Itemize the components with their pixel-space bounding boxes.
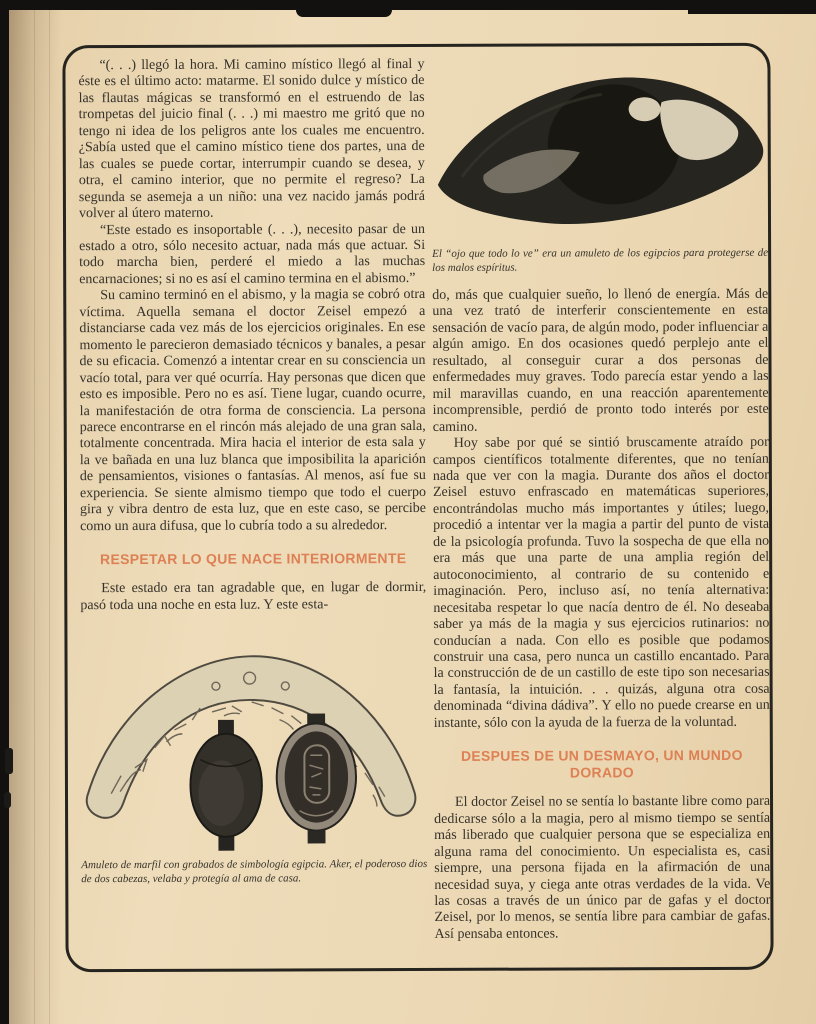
left-column — [78, 57, 427, 886]
ivory-amulet-image — [74, 624, 425, 855]
scan-edge-left — [0, 0, 9, 1024]
body-paragraph: Su camino terminó en el abismo, y la magia se cobró otra víctima. Aquella semana el doctor Zeisel empezó a distanciarse cada vez más de los ejercicios originales. En ese momento le parecieron demasiado técnicos y banales, a pesar de su eficacia. Comenzó a intentar crear en su consciencia un vacío total, para ver qué ocurría. Hay personas que dicen que esto es imposible. Pero no es así. Tiene lugar, cuando ocurre, la manifestación de otra forma de consciencia. La persona parece encontrarse en el rincón más alejado de una gran sala, totalmente concentrada. Mira hacia el interior de esta sala y la ve bañada en una luz blanca que imposibilita la aparición de pensamientos, visiones o fantasías. Al menos, así fue su experiencia. Se siente almismo tiempo que todo el cuerpo gira y vibra dentro de esta luz, que en este caso, se percibe como un aura difusa, que lo cubría todo a su alrededor. — [79, 287, 427, 534]
body-paragraph: El doctor Zeisel no se sentía lo bastante libre como para dedicarse sólo a la magia, pero al mismo tiempo se sentía más liberado que cualquier persona que se especializa en alguna rama del conocimiento. Un especialista es, casi siempre, una persona fijada en la afirmación de una necesidad suya, y ciega ante otras verdades de la vida. Ve las cosas a través de un único par de gafas y el doctor Zeisel, por lo menos, se sentía libre para cambiar de gafas. Así pensaba entonces. — [434, 794, 771, 942]
body-paragraph: Este estado era tan agradable que, en lugar de dormir, pasó toda una noche en esta luz. Y este esta- — [80, 580, 427, 613]
binding-mark — [5, 748, 13, 774]
page-surface — [8, 10, 816, 1024]
body-paragraph: Hoy sabe por qué se sintió bruscamente atraído por campos científicos totalmente diferentes, que no tenían nada que ver con la magia. Durante dos años el doctor Zeisel estuvo enfrascado en matemáticas superiores, encontrándolas mucho más importantes y útiles; luego, procedió a intentar ver la magia a partir del punto de vista de la psicología profunda. Tuvo la sospecha de que ella no era más que una parte de una amplia región del autoconocimiento, al contrario de su contenido e imaginación. Pero, incluso así, no tenía alternativa: necesitaba respetar lo que nacía dentro de él. No deseaba saber ya más de la magia y sus ejercicios rutinarios: no conducían a nada. Con ello es posible que podamos construir una casa, pero nunca un castillo encantado. Para la construcción de de un castillo de este tipo son necesarias la fantasía, la intuición. . . quizás, alguna otra cosa denominada “divina dádiva”. Y ello no puede crearse en un instante, sólo con la ayuda de la fuerza de la voluntad. — [432, 434, 770, 731]
scan-edge-bump — [296, 0, 392, 17]
body-paragraph: do, más que cualquier sueño, lo llenó de energía. Más de una vez trató de interferir conscientemente en esta sensación de vacío para, de algún modo, poder influenciar a algún amigo. En dos ocasiones quedó perplejo ante el resultado, al conseguir curar a dos personas de enfermedades muy graves. Todo parecía estar yendo a las mil maravillas cuando, en una reacción aparentemente incomprensible, perdió de pronto todo interés por este camino. — [432, 286, 769, 435]
scan-edge-top-right — [688, 0, 816, 14]
eye-spot-highlight — [629, 97, 661, 121]
content-border — [62, 43, 773, 972]
section-heading-right: DESPUES DE UN DESMAYO, UN MUNDO DORADO — [460, 747, 743, 781]
body-paragraph: “(. . .) llegó la hora. Mi camino místico llegó al final y éste es el último acto: matarme. El sonido dulce y místico de las flautas mágicas se transformó en el estruendo de las trompetas del juicio final (. . .) mi maestro me gritó que no tengo ni idea de los peligros ante los cuales me encuentro. ¿Sabía usted que el camino místico tiene dos partes, una de las cuales se puede cortar, interrumpir cuando se desea, y otra, el camino interior, que no permite el regreso? La segunda se asemeja a un niño: una vez nacido jamás podrá volver al útero materno. — [78, 56, 425, 222]
binding-shadow — [8, 10, 62, 1024]
ivory-amulet-figure — [80, 624, 427, 886]
paper-crease — [49, 10, 50, 1024]
section-heading-left: RESPETAR LO QUE NACE INTERIORMENTE — [99, 550, 407, 568]
amulet-caption: Amuleto de marfil con grabados de simbología egipcia. Aker, el poderoso dios de dos cabezas, velaba y protegía al ama de casa. — [81, 858, 428, 885]
eye-caption: El “ojo que todo lo ve” era un amuleto de los egipcios para protegerse de los malos espíritus. — [432, 246, 769, 274]
scarab-amulet-dark — [190, 720, 262, 851]
eye-amulet-figure — [431, 56, 768, 275]
binding-mark — [4, 792, 11, 808]
eye-amulet-image — [431, 56, 768, 243]
body-paragraph: “Este estado es insoportable (. . .), necesito pasar de un estado a otro, sólo necesito actuar, nada más que actuar. Si todo marcha bien, perderé el miedo a las muchas encarnaciones; si no es así el camino termina en el abismo.” — [79, 221, 426, 288]
right-column — [431, 56, 770, 943]
paper-crease — [34, 10, 35, 1024]
